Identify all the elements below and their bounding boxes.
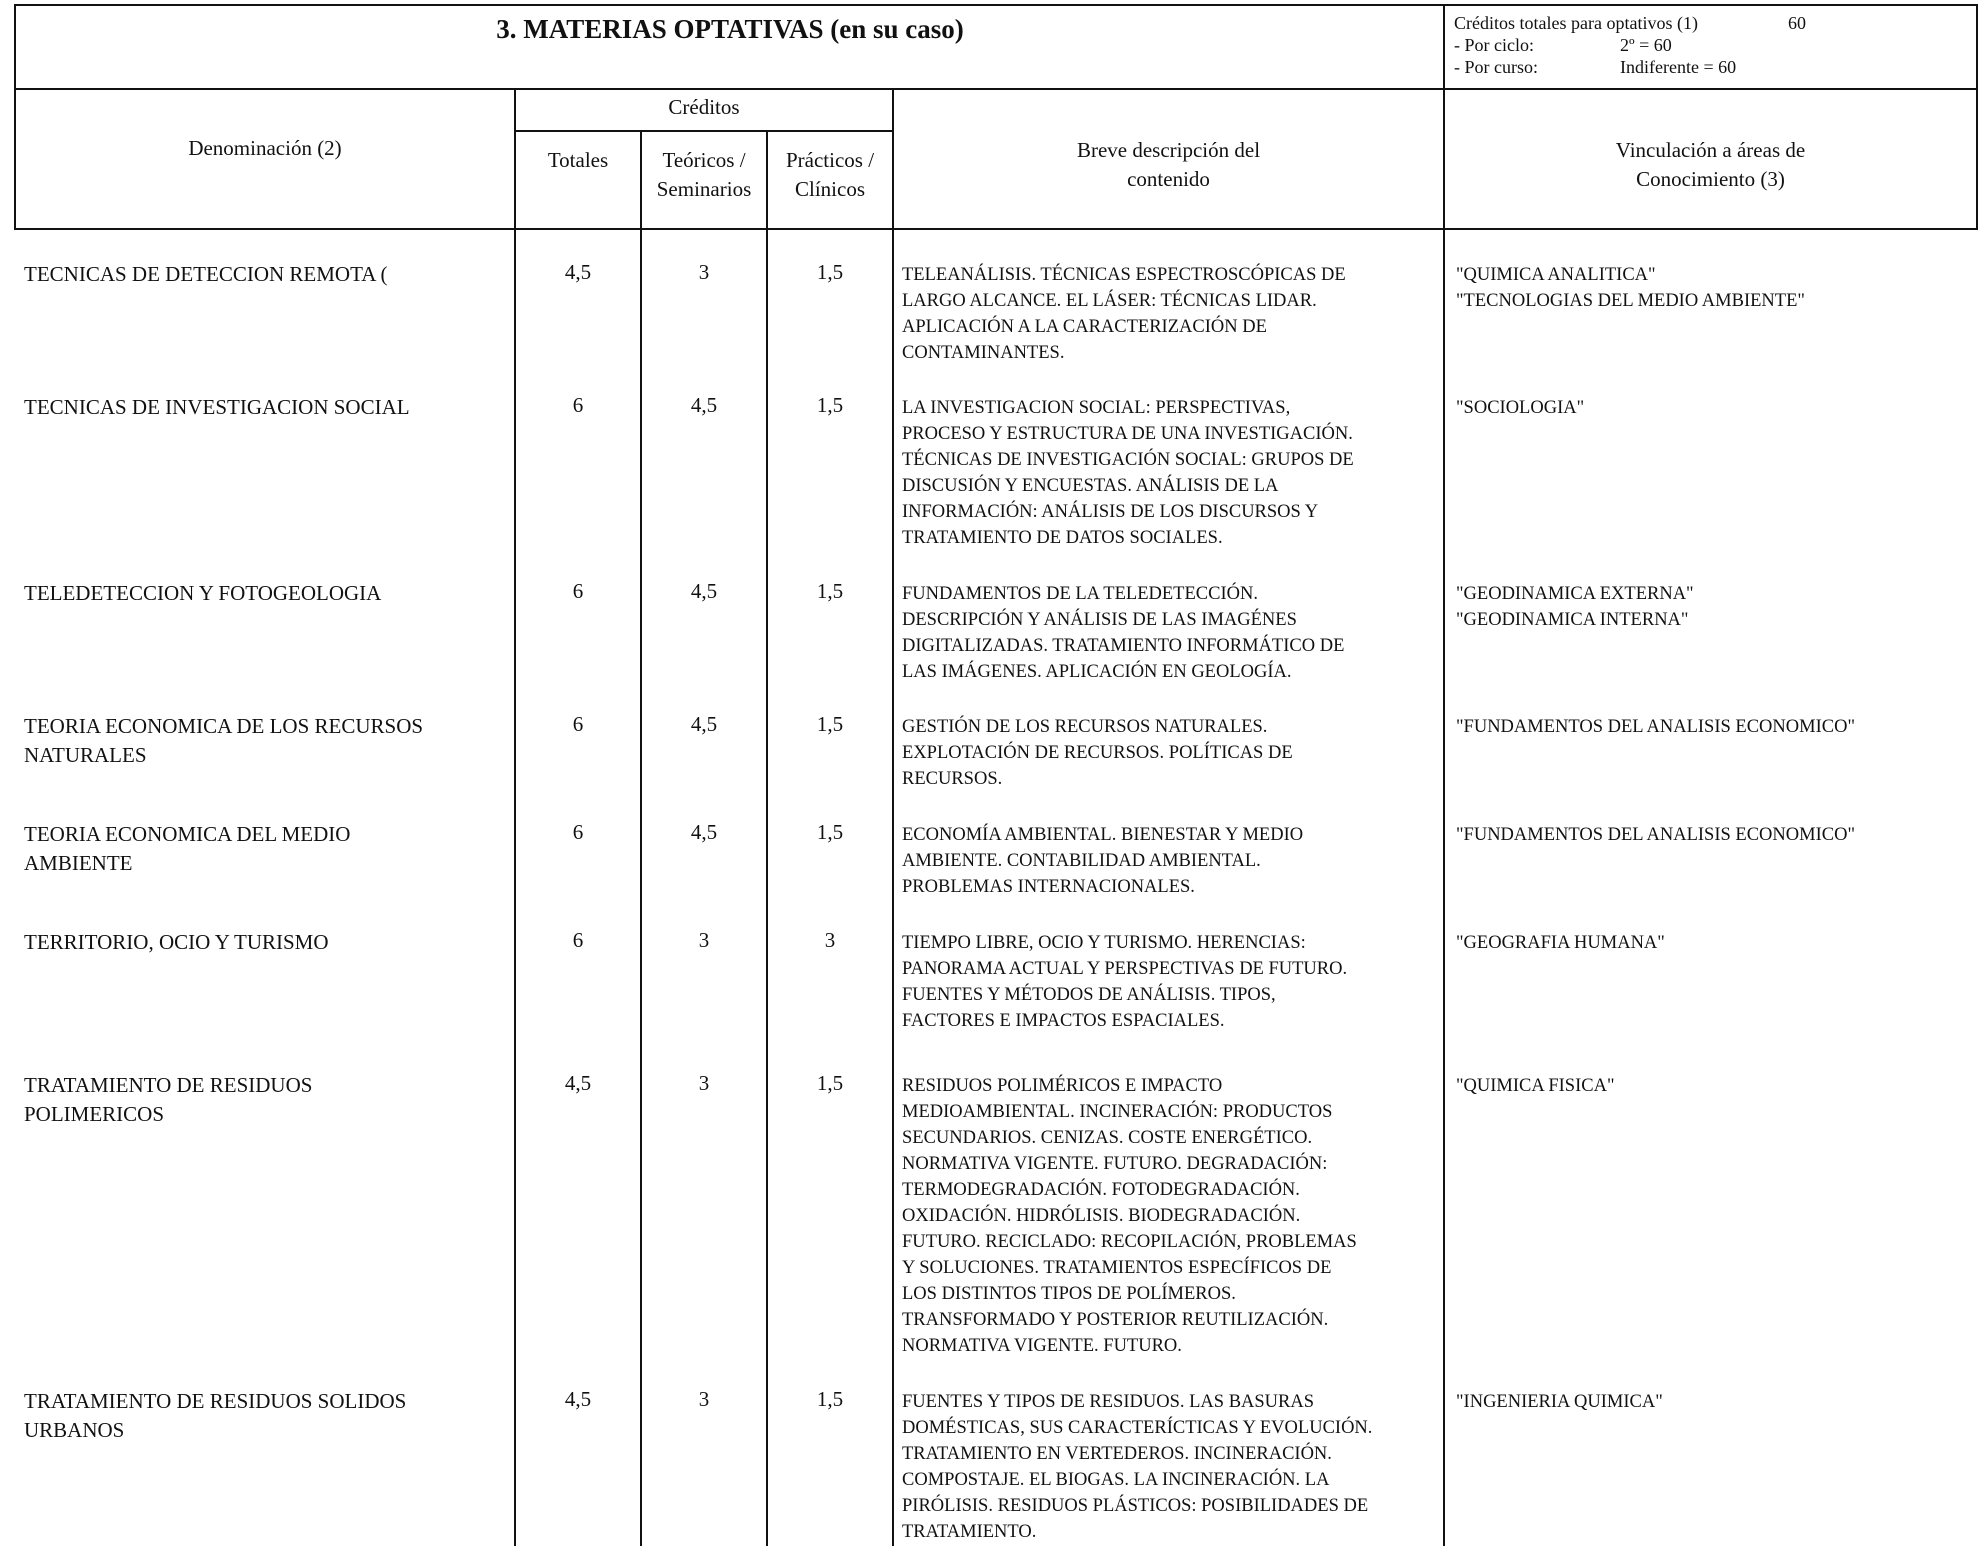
description-line: CONTAMINANTES. bbox=[902, 343, 1065, 363]
creditos-totales: 6 bbox=[572, 928, 584, 952]
header-teoricos bbox=[642, 146, 766, 204]
section-title: 3. MATERIAS OPTATIVAS (en su caso) bbox=[496, 14, 964, 44]
knowledge-area-line: "FUNDAMENTOS DEL ANALISIS ECONOMICO" bbox=[1456, 825, 1855, 845]
description-line: FUNDAMENTOS DE LA TELEDETECCIÓN. bbox=[902, 584, 1258, 604]
col-sep-vinculacion bbox=[1443, 88, 1445, 1546]
description-line: INFORMACIÓN: ANÁLISIS DE LOS DISCURSOS Y bbox=[902, 502, 1319, 522]
header-teoricos-line2: Seminarios bbox=[656, 177, 752, 201]
description-line: LARGO ALCANCE. EL LÁSER: TÉCNICAS LIDAR. bbox=[902, 291, 1317, 311]
header-vinculacion-line2: Conocimiento (3) bbox=[1636, 167, 1785, 191]
description-line: FUENTES Y MÉTODOS DE ANÁLISIS. TIPOS, bbox=[902, 985, 1276, 1005]
table-right-border bbox=[1976, 4, 1978, 230]
description-line: PROCESO Y ESTRUCTURA DE UNA INVESTIGACIÓN. bbox=[902, 424, 1353, 444]
header-descripcion-line1: Breve descripción del bbox=[1076, 138, 1261, 162]
description-line: NORMATIVA VIGENTE. FUTURO. DEGRADACIÓN: bbox=[902, 1154, 1328, 1174]
materia-description bbox=[902, 1073, 1440, 1359]
knowledge-area-line: "GEODINAMICA INTERNA" bbox=[1456, 610, 1689, 630]
knowledge-areas bbox=[1456, 581, 1972, 633]
materia-description bbox=[902, 1389, 1440, 1545]
description-line: LA INVESTIGACION SOCIAL: PERSPECTIVAS, bbox=[902, 398, 1291, 418]
creditos-practicos: 3 bbox=[824, 928, 836, 952]
header-creditos: Créditos bbox=[668, 95, 740, 119]
materia-name bbox=[24, 579, 504, 608]
header-descripcion bbox=[894, 136, 1443, 194]
description-line: OXIDACIÓN. HIDRÓLISIS. BIODEGRADACIÓN. bbox=[902, 1206, 1301, 1226]
creditos-practicos: 1,5 bbox=[816, 1071, 844, 1095]
materia-name-line: TEORIA ECONOMICA DEL MEDIO bbox=[24, 822, 351, 846]
creditos-divider bbox=[516, 130, 894, 132]
materia-description bbox=[902, 822, 1440, 900]
materia-description bbox=[902, 395, 1440, 551]
creditos-totales: 6 bbox=[572, 393, 584, 417]
header-descripcion-line2: contenido bbox=[1127, 167, 1210, 191]
creditos-practicos: 1,5 bbox=[816, 393, 844, 417]
description-line: LAS IMÁGENES. APLICACIÓN EN GEOLOGÍA. bbox=[902, 662, 1292, 682]
materia-name-line: URBANOS bbox=[24, 1418, 125, 1442]
header-teoricos-line1: Teóricos / bbox=[662, 148, 746, 172]
materia-name-line: TRATAMIENTO DE RESIDUOS bbox=[24, 1073, 313, 1097]
creditos-totales: 4,5 bbox=[564, 1387, 592, 1411]
knowledge-area-line: "GEOGRAFIA HUMANA" bbox=[1456, 933, 1665, 953]
knowledge-area-line: "SOCIOLOGIA" bbox=[1456, 398, 1585, 418]
materia-name bbox=[24, 712, 504, 770]
creditos-practicos: 1,5 bbox=[816, 712, 844, 736]
materia-name-line: POLIMERICOS bbox=[24, 1102, 165, 1126]
creditos-practicos: 1,5 bbox=[816, 579, 844, 603]
description-line: MEDIOAMBIENTAL. INCINERACIÓN: PRODUCTOS bbox=[902, 1102, 1333, 1122]
description-line: DESCRIPCIÓN Y ANÁLISIS DE LAS IMAGÉNES bbox=[902, 610, 1297, 630]
creditos-teoricos: 4,5 bbox=[690, 820, 718, 844]
description-line: GESTIÓN DE LOS RECURSOS NATURALES. bbox=[902, 717, 1268, 737]
knowledge-areas bbox=[1456, 822, 1972, 848]
por-curso-value: Indiferente = 60 bbox=[1620, 57, 1737, 77]
creditos-totales: 4,5 bbox=[564, 260, 592, 284]
credit-totals-box bbox=[1454, 12, 1974, 78]
creditos-teoricos: 3 bbox=[698, 260, 710, 284]
description-line: TRATAMIENTO. bbox=[902, 1522, 1037, 1542]
materia-name-line: AMBIENTE bbox=[24, 851, 133, 875]
materia-name bbox=[24, 1071, 504, 1129]
creditos-practicos: 1,5 bbox=[816, 820, 844, 844]
header-bottom-border bbox=[14, 228, 1978, 230]
description-line: FACTORES E IMPACTOS ESPACIALES. bbox=[902, 1011, 1225, 1031]
col-sep-descripcion bbox=[892, 88, 894, 1546]
description-line: DIGITALIZADAS. TRATAMIENTO INFORMÁTICO DE bbox=[902, 636, 1345, 656]
description-line: PIRÓLISIS. RESIDUOS PLÁSTICOS: POSIBILIDADES DE bbox=[902, 1496, 1369, 1516]
knowledge-areas bbox=[1456, 262, 1972, 314]
description-line: EXPLOTACIÓN DE RECURSOS. POLÍTICAS DE bbox=[902, 743, 1293, 763]
knowledge-areas bbox=[1456, 930, 1972, 956]
knowledge-areas bbox=[1456, 714, 1972, 740]
description-line: DISCUSIÓN Y ENCUESTAS. ANÁLISIS DE LA bbox=[902, 476, 1279, 496]
materia-name-line: TERRITORIO, OCIO Y TURISMO bbox=[24, 930, 329, 954]
description-line: TÉCNICAS DE INVESTIGACIÓN SOCIAL: GRUPOS DE bbox=[902, 450, 1354, 470]
description-line: FUENTES Y TIPOS DE RESIDUOS. LAS BASURAS bbox=[902, 1392, 1315, 1412]
header-vinculacion bbox=[1445, 136, 1976, 194]
materia-name-line: TEORIA ECONOMICA DE LOS RECURSOS bbox=[24, 714, 424, 738]
materia-name-line: TECNICAS DE DETECCION REMOTA ( bbox=[24, 262, 388, 286]
por-ciclo-value: 2º = 60 bbox=[1620, 35, 1672, 55]
creditos-teoricos: 3 bbox=[698, 1071, 710, 1095]
por-ciclo-label: - Por ciclo: bbox=[1454, 35, 1534, 55]
materia-name bbox=[24, 820, 504, 878]
knowledge-areas bbox=[1456, 1073, 1972, 1099]
description-line: FUTURO. RECICLADO: RECOPILACIÓN, PROBLEMAS bbox=[902, 1232, 1357, 1252]
knowledge-area-line: "QUIMICA FISICA" bbox=[1456, 1076, 1615, 1096]
materia-description bbox=[902, 262, 1440, 366]
materia-name-line: TECNICAS DE INVESTIGACION SOCIAL bbox=[24, 395, 410, 419]
materia-name bbox=[24, 1387, 504, 1445]
knowledge-area-line: "FUNDAMENTOS DEL ANALISIS ECONOMICO" bbox=[1456, 717, 1855, 737]
creditos-practicos: 1,5 bbox=[816, 1387, 844, 1411]
por-curso-label: - Por curso: bbox=[1454, 57, 1538, 77]
col-sep-totales bbox=[514, 88, 516, 1546]
totals-value: 60 bbox=[1788, 13, 1806, 33]
header-totales: Totales bbox=[547, 148, 609, 172]
materia-description bbox=[902, 581, 1440, 685]
description-line: RESIDUOS POLIMÉRICOS E IMPACTO bbox=[902, 1076, 1223, 1096]
materia-name-line: TELEDETECCION Y FOTOGEOLOGIA bbox=[24, 581, 382, 605]
description-line: PROBLEMAS INTERNACIONALES. bbox=[902, 877, 1195, 897]
description-line: DOMÉSTICAS, SUS CARACTERÍCTICAS Y EVOLUCIÓN. bbox=[902, 1418, 1373, 1438]
knowledge-areas bbox=[1456, 395, 1972, 421]
header-divider bbox=[14, 88, 1978, 90]
table-top-border bbox=[14, 4, 1978, 6]
header-practicos bbox=[768, 146, 892, 204]
knowledge-area-line: "QUIMICA ANALITICA" bbox=[1456, 265, 1656, 285]
description-line: AMBIENTE. CONTABILIDAD AMBIENTAL. bbox=[902, 851, 1261, 871]
creditos-practicos: 1,5 bbox=[816, 260, 844, 284]
creditos-totales: 4,5 bbox=[564, 1071, 592, 1095]
materia-description bbox=[902, 930, 1440, 1034]
creditos-teoricos: 4,5 bbox=[690, 393, 718, 417]
description-line: TRATAMIENTO DE DATOS SOCIALES. bbox=[902, 528, 1223, 548]
description-line: TIEMPO LIBRE, OCIO Y TURISMO. HERENCIAS: bbox=[902, 933, 1306, 953]
creditos-totales: 6 bbox=[572, 579, 584, 603]
materia-description bbox=[902, 714, 1440, 792]
creditos-teoricos: 3 bbox=[698, 1387, 710, 1411]
materia-name-line: NATURALES bbox=[24, 743, 147, 767]
creditos-teoricos: 4,5 bbox=[690, 712, 718, 736]
knowledge-area-line: "GEODINAMICA EXTERNA" bbox=[1456, 584, 1694, 604]
creditos-teoricos: 3 bbox=[698, 928, 710, 952]
description-line: COMPOSTAJE. EL BIOGAS. LA INCINERACIÓN. LA bbox=[902, 1470, 1330, 1490]
totals-box-divider bbox=[1443, 4, 1445, 90]
table-left-border bbox=[14, 4, 16, 230]
header-denominacion: Denominación (2) bbox=[188, 136, 342, 160]
header-practicos-line2: Clínicos bbox=[794, 177, 865, 201]
creditos-totales: 6 bbox=[572, 712, 584, 736]
description-line: TRATAMIENTO EN VERTEDEROS. INCINERACIÓN. bbox=[902, 1444, 1332, 1464]
description-line: ECONOMÍA AMBIENTAL. BIENESTAR Y MEDIO bbox=[902, 825, 1304, 845]
description-line: APLICACIÓN A LA CARACTERIZACIÓN DE bbox=[902, 317, 1267, 337]
materia-name-line: TRATAMIENTO DE RESIDUOS SOLIDOS bbox=[24, 1389, 407, 1413]
materia-name bbox=[24, 928, 504, 957]
description-line: LOS DISTINTOS TIPOS DE POLÍMEROS. bbox=[902, 1284, 1236, 1304]
description-line: SECUNDARIOS. CENIZAS. COSTE ENERGÉTICO. bbox=[902, 1128, 1313, 1148]
description-line: RECURSOS. bbox=[902, 769, 1003, 789]
description-line: TELEANÁLISIS. TÉCNICAS ESPECTROSCÓPICAS DE bbox=[902, 265, 1346, 285]
materia-name bbox=[24, 260, 504, 289]
knowledge-area-line: "INGENIERIA QUIMICA" bbox=[1456, 1392, 1663, 1412]
description-line: NORMATIVA VIGENTE. FUTURO. bbox=[902, 1336, 1182, 1356]
knowledge-areas bbox=[1456, 1389, 1972, 1415]
creditos-totales: 6 bbox=[572, 820, 584, 844]
description-line: TRANSFORMADO Y POSTERIOR REUTILIZACIÓN. bbox=[902, 1310, 1329, 1330]
knowledge-area-line: "TECNOLOGIAS DEL MEDIO AMBIENTE" bbox=[1456, 291, 1805, 311]
creditos-teoricos: 4,5 bbox=[690, 579, 718, 603]
materia-name bbox=[24, 393, 504, 422]
header-vinculacion-line1: Vinculación a áreas de bbox=[1615, 138, 1806, 162]
header-practicos-line1: Prácticos / bbox=[785, 148, 875, 172]
description-line: TERMODEGRADACIÓN. FOTODEGRADACIÓN. bbox=[902, 1180, 1300, 1200]
description-line: PANORAMA ACTUAL Y PERSPECTIVAS DE FUTURO. bbox=[902, 959, 1348, 979]
totals-label: Créditos totales para optativos (1) bbox=[1454, 13, 1698, 33]
description-line: Y SOLUCIONES. TRATAMIENTOS ESPECÍFICOS DE bbox=[902, 1258, 1332, 1278]
